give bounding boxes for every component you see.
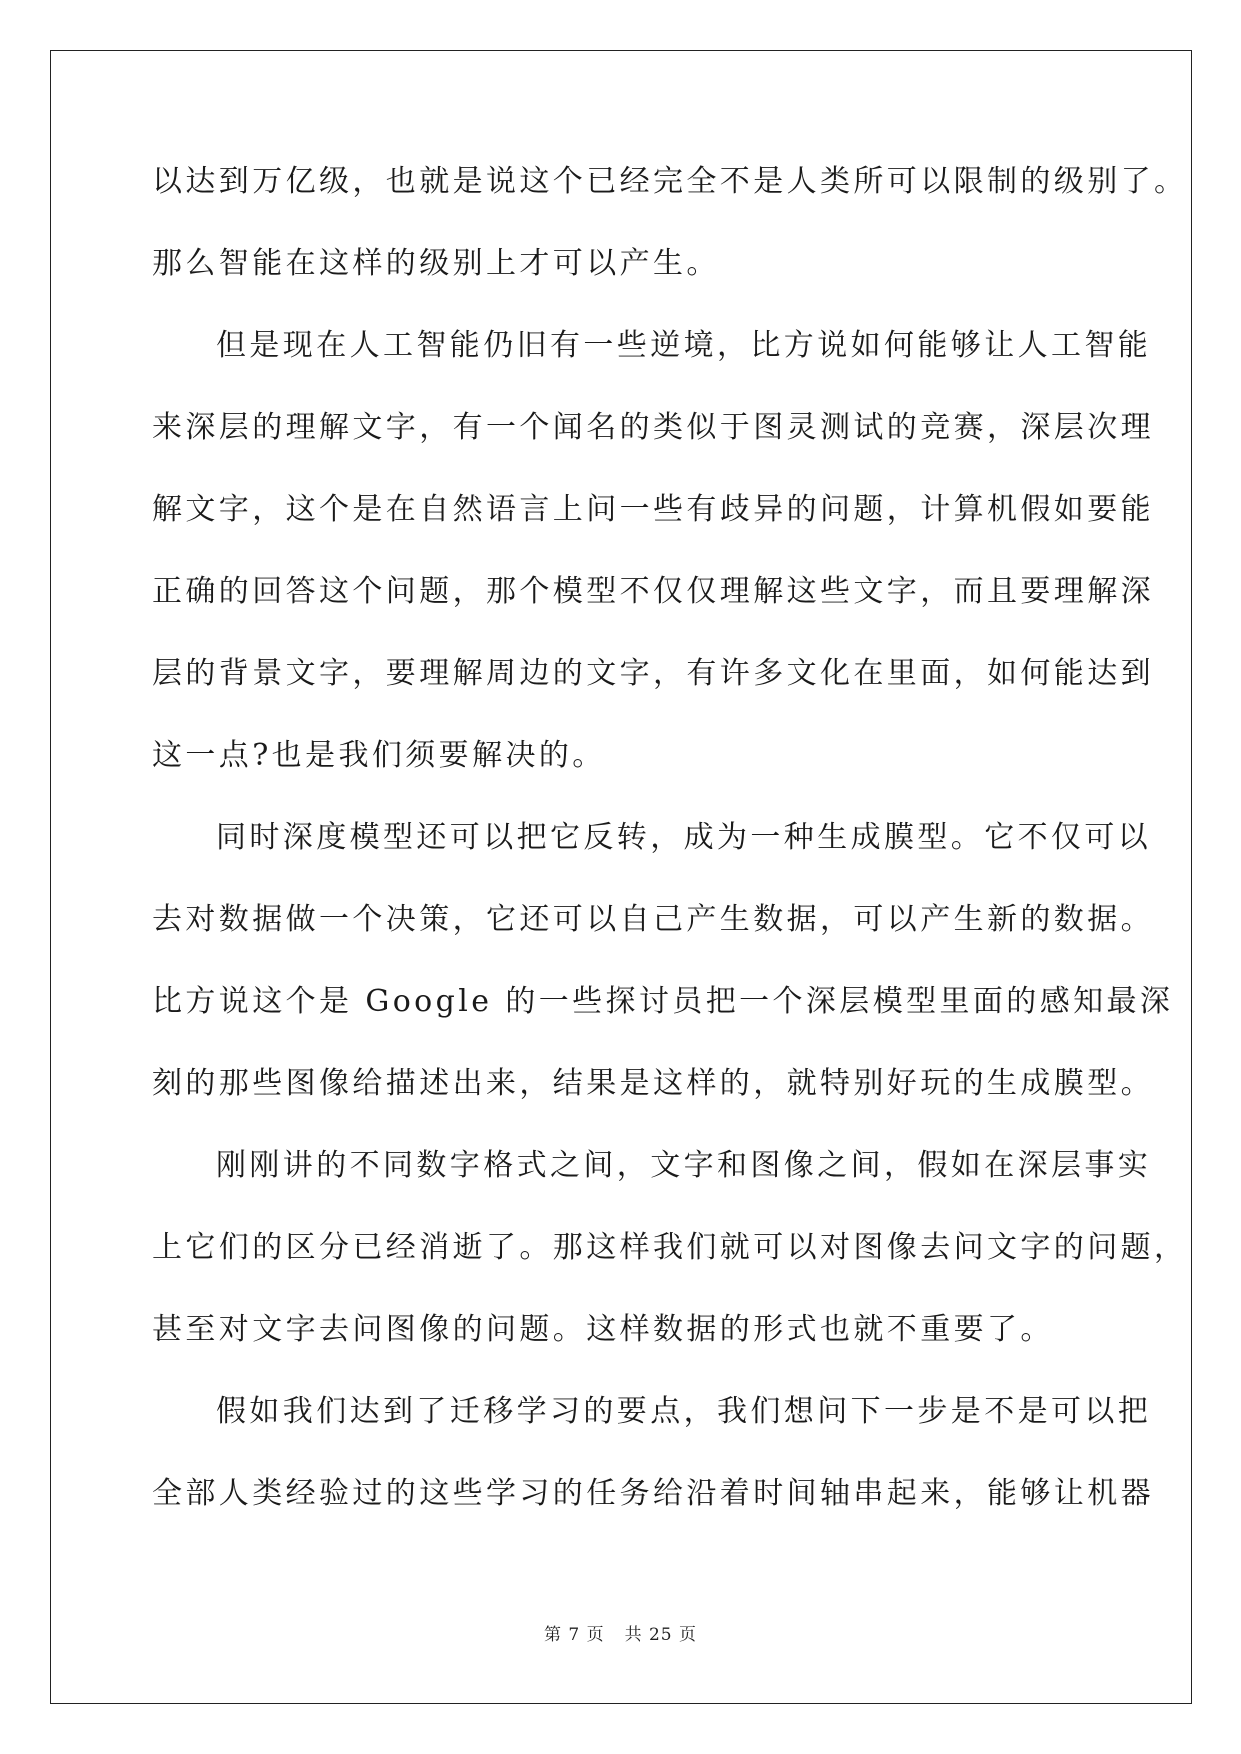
text-line: 同时深度模型还可以把它反转，成为一种生成膜型。它不仅可以 xyxy=(216,820,1152,855)
text-line: 这一点?也是我们须要解决的。 xyxy=(152,738,606,773)
text-line: 以达到万亿级，也就是说这个已经完全不是人类所可以限制的级别了。 xyxy=(152,164,1188,199)
text-line: 刚刚讲的不同数字格式之间，文字和图像之间，假如在深层事实 xyxy=(216,1148,1152,1183)
text-line: 解文字，这个是在自然语言上问一些有歧异的问题，计算机假如要能 xyxy=(152,492,1154,527)
text-line: 层的背景文字，要理解周边的文字，有许多文化在里面，如何能达到 xyxy=(152,656,1154,691)
text-line: 那么智能在这样的级别上才可以产生。 xyxy=(152,246,720,281)
page-number: 第 7 页 xyxy=(543,1625,605,1645)
text-line: 但是现在人工智能仍旧有一些逆境，比方说如何能够让人工智能 xyxy=(216,328,1152,363)
text-line: 上它们的区分已经消逝了。那这样我们就可以对图像去问文字的问题， xyxy=(152,1230,1188,1265)
text-line: 比方说这个是 Google 的一些探讨员把一个深层模型里面的感知最深 xyxy=(152,984,1174,1019)
text-line: 来深层的理解文字，有一个闻名的类似于图灵测试的竞赛，深层次理 xyxy=(152,410,1154,445)
text-line: 刻的那些图像给描述出来，结果是这样的，就特别好玩的生成膜型。 xyxy=(152,1066,1154,1101)
text-line: 假如我们达到了迁移学习的要点，我们想问下一步是不是可以把 xyxy=(216,1394,1152,1429)
page-total: 共 25 页 xyxy=(624,1625,698,1645)
document-body xyxy=(152,162,1188,1556)
text-line: 全部人类经验过的这些学习的任务给沿着时间轴串起来，能够让机器 xyxy=(152,1476,1154,1511)
text-line: 去对数据做一个决策，它还可以自己产生数据，可以产生新的数据。 xyxy=(152,902,1154,937)
text-line: 正确的回答这个问题，那个模型不仅仅理解这些文字，而且要理解深 xyxy=(152,574,1154,609)
text-line: 甚至对文字去问图像的问题。这样数据的形式也就不重要了。 xyxy=(152,1312,1054,1347)
page-footer xyxy=(0,1620,1241,1645)
